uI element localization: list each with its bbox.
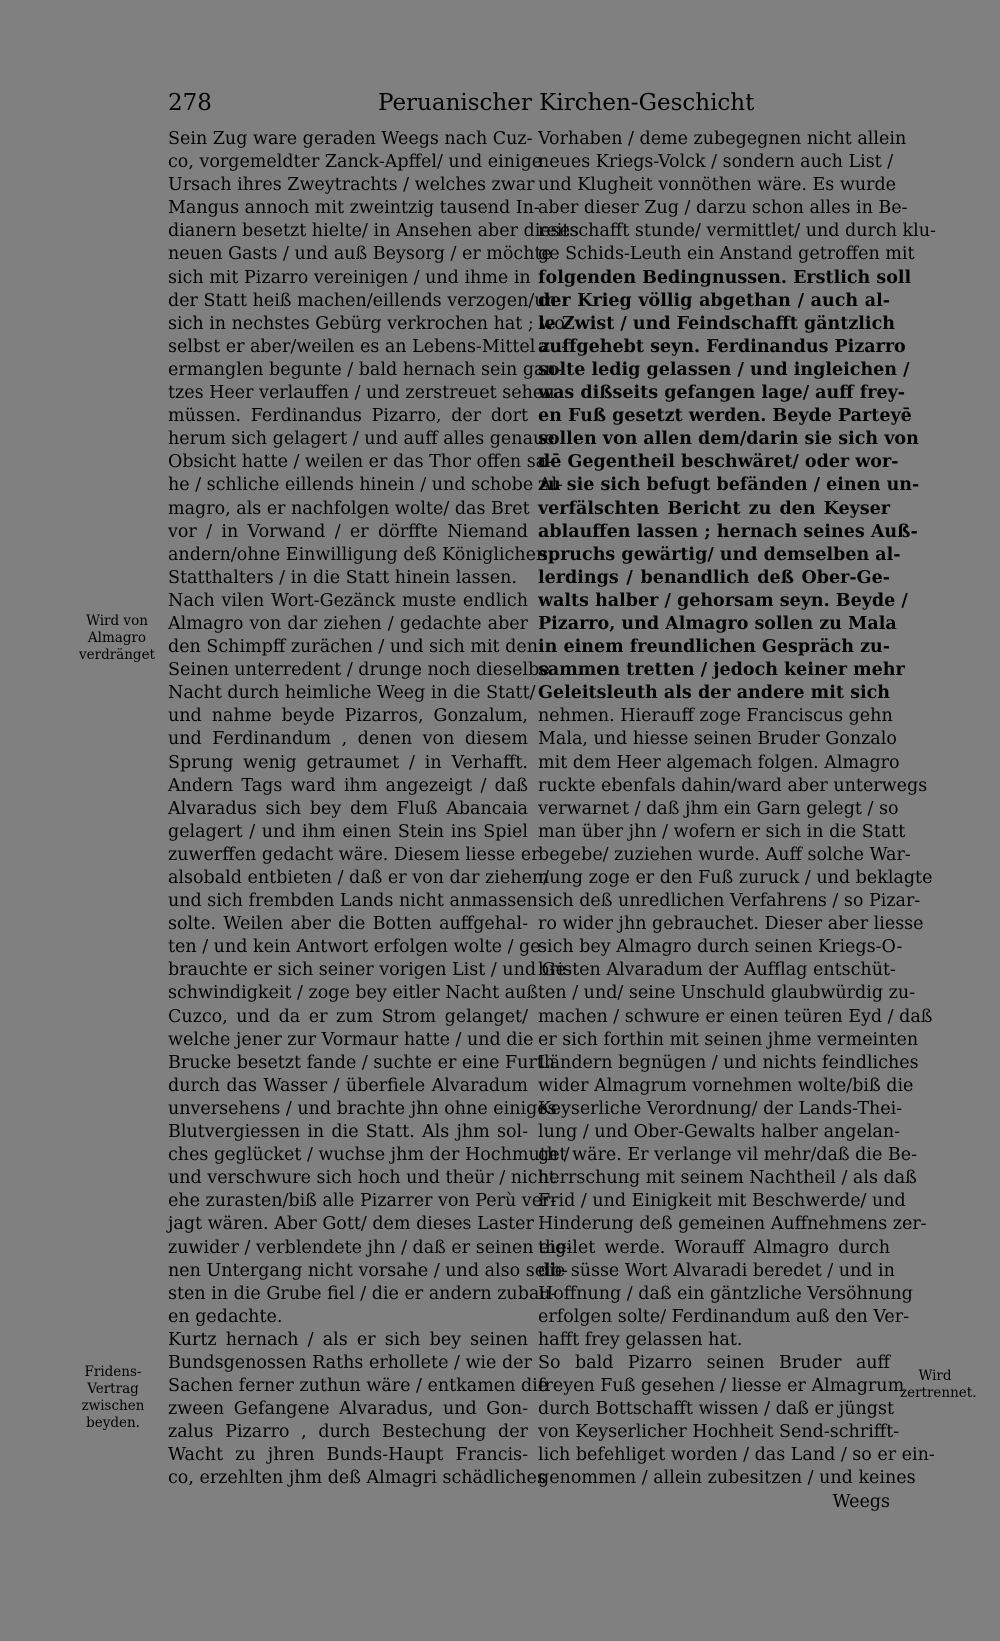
text-line: neuen Gasts / und auß Beysorg / er möchte [168, 244, 552, 265]
text-line: den Schimpff zurächen / und sich mit den [168, 637, 538, 658]
text-line: Keyserliche Verordnung/ der Lands-Thei- [538, 1098, 903, 1119]
text-line: wider Almagrum vornehmen wolte/biß die [538, 1075, 914, 1096]
page-header [0, 90, 1000, 126]
text-line: gelagert / und ihm einen Stein ins Spiel [168, 821, 528, 842]
text-line: Andern Tags ward ihm angezeigt / daß [168, 775, 528, 796]
text-line: Nach vilen Wort-Gezänck muste endlich [168, 590, 528, 611]
text-line: ablauffen lassen ; hernach seines Auß- [538, 521, 918, 542]
text-line: ten / und/ seine Unschuld glaubwürdig zu- [538, 983, 916, 1004]
text-line: Ursach ihres Zweytrachts / welches zwar [168, 175, 535, 196]
text-line: zuwider / verblendete jhn / daß er seinen eig- [168, 1237, 573, 1258]
text-line: unversehens / und brachte jhn ohne einiges [168, 1098, 557, 1119]
text-line: Blutvergiessen in die Statt. Als jhm sol- [168, 1122, 528, 1143]
text-line: magro, als er nachfolgen wolte/ das Bret [168, 498, 530, 519]
text-line: co, erzehlten jhm deß Almagri schädliches [168, 1468, 546, 1489]
text-line: hafft frey gelassen hat. [538, 1329, 743, 1350]
text-line: ro wider jhn gebrauchet. Dieser aber liesse [538, 914, 924, 935]
text-line: alsobald entbieten / daß er von dar ziehen/ [168, 868, 550, 888]
text-line: theilet werde. Worauff Almagro durch [538, 1237, 890, 1258]
text-line: andern/ohne Einwilligung deß Königlichen [168, 544, 548, 565]
text-line: was dißseits gefangen lage/ auff frey- [538, 383, 906, 404]
text-line: Ländern begnügen / und nichts feindliches [538, 1052, 919, 1073]
text-line: nung zoge er den Fuß zuruck / und beklagte [538, 868, 933, 888]
text-line: ruckte ebenfals dahin/ward aber unterwegs [538, 775, 928, 796]
text-line: schwindigkeit / zoge bey eitler Nacht auß [168, 983, 539, 1004]
text-line: und nahme beyde Pizarros, Gonzalum, [168, 706, 528, 727]
text-line: Geleitsleuth als der andere mit sich [538, 683, 890, 704]
text-line: sollen von allen dem/darin sie sich von [538, 429, 919, 450]
margin-note: Fridens-Vertrag zwischen beyden. [81, 1364, 145, 1431]
text-line: Sachen ferner zuthun wäre / entkamen die [168, 1376, 549, 1397]
text-line: spruchs gewärtig/ und demselben al- [538, 544, 901, 565]
text-line: reitschafft stunde/ vermittlet/ und durch klu- [538, 221, 936, 242]
text-line: und Ferdinandum , denen von diesem [168, 729, 528, 750]
text-line: durch das Wasser / überfiele Alvaradum [168, 1075, 528, 1096]
text-line: selbst er aber/weilen es an Lebens-Mittel zu- [168, 336, 568, 357]
text-line: dianern besetzt hielte/ in Ansehen aber dieses [168, 221, 580, 242]
text-line: die süsse Wort Alvaradi beredet / und in [538, 1260, 895, 1281]
text-line: brauchte er sich seiner vorigen List / und Ge- [168, 960, 572, 981]
text-line: auffgehebt seyn. Ferdinandus Pizarro [538, 336, 906, 357]
text-line: freyen Fuß gesehen / liesse er Almagrum [538, 1376, 905, 1397]
text-line: Alvaradus sich bey dem Fluß Abancaia [168, 798, 528, 819]
page-number: 278 [168, 90, 212, 116]
text-line: Seinen unterredent / drunge noch dieselbe [168, 660, 550, 681]
text-line: Mangus annoch mit zweintzig tausend In- [168, 198, 540, 219]
text-line: erfolgen solte/ Ferdinandum auß den Ver- [538, 1306, 910, 1327]
text-line: nen Untergang nicht vorsahe / und also selb- [168, 1260, 568, 1281]
margin-note: Wird zertrennet. [900, 1368, 977, 1401]
text-line: sich mit Pizarro vereinigen / und ihme in [168, 267, 531, 288]
text-line: durch Bottschafft wissen / daß er jüngst [538, 1399, 894, 1420]
text-line: vor / in Vorwand / er dörffte Niemand [168, 521, 528, 542]
text-line: co, vorgemeldter Zanck-Apffel/ und einige [168, 152, 543, 173]
text-line: aber dieser Zug / darzu schon alles in Be- [538, 198, 908, 219]
text-line: le Zwist / und Feindschafft gäntzlich [538, 313, 895, 334]
right-text-column [538, 128, 936, 1514]
text-line: en gedachte. [168, 1306, 283, 1327]
text-line: solte ledig gelassen / und ingleichen / [538, 359, 910, 380]
text-line: der Statt heiß machen/eillends verzogen/un [168, 290, 557, 311]
text-line: ge Schids-Leuth ein Anstand getroffen mit [538, 244, 915, 265]
text-line: sich deß unredlichen Verfahrens / so Pizar- [538, 891, 921, 912]
text-line: get wäre. Er verlange vil mehr/daß die Be- [538, 1145, 918, 1166]
text-line: Bundsgenossen Raths erhollete / wie der [168, 1352, 532, 1373]
text-line: he / schliche eillends hinein / und schobe Al- [168, 475, 563, 496]
text-line: Pizarro, und Almagro sollen zu Mala [538, 613, 897, 634]
text-line: machen / schwure er einen teüren Eyd / daß [538, 1006, 933, 1027]
text-line: lerdings / benandlich deß Ober-Ge- [538, 567, 890, 588]
text-line: und verschwure sich hoch und theür / nicht [168, 1168, 556, 1189]
text-line: jagt wären. Aber Gott/ dem dieses Laster [168, 1214, 534, 1235]
text-line: in einem freundlichen Gespräch zu- [538, 637, 891, 658]
text-line: herum sich gelagert / und auff alles genaue [168, 429, 555, 450]
margin-note: Wird von Almagro verdränget [79, 613, 155, 663]
text-line: mit dem Heer algemach folgen. Almagro [538, 752, 900, 773]
text-line: zuwerffen gedacht wäre. Diesem liesse er [168, 844, 540, 865]
text-line: Almagro von dar ziehen / gedachte aber [168, 613, 528, 634]
text-line: So bald Pizarro seinen Bruder auff [538, 1352, 890, 1373]
text-line: welche jener zur Vormaur hatte / und die [168, 1029, 534, 1050]
left-text-column [168, 128, 580, 1491]
text-line: genommen / allein zubesitzen / und keines [538, 1468, 916, 1489]
text-line: Statthalters / in die Statt hinein lassen. [168, 567, 517, 588]
text-line: von Keyserlicher Hochheit Send-schrifft- [538, 1422, 900, 1443]
text-line: verwarnet / daß jhm ein Garn gelegt / so [538, 798, 899, 819]
text-line: nehmen. Hierauff zoge Franciscus gehn [538, 706, 893, 727]
text-line: ches geglücket / wuchse jhm der Hochmuth / [168, 1145, 570, 1166]
running-title: Peruanischer Kirchen-Geschicht [378, 90, 755, 116]
text-line: lung / und Ober-Gewalts halber angelan- [538, 1122, 901, 1143]
text-line: man über jhn / wofern er sich in die Statt [538, 821, 906, 842]
text-line: begebe/ zuziehen wurde. Auff solche War- [538, 844, 911, 865]
text-line: zalus Pizarro , durch Bestechung der [168, 1422, 528, 1443]
text-line: lich befehliget worden / das Land / so er ein- [538, 1445, 935, 1466]
text-line: müssen. Ferdinandus Pizarro, der dort [168, 406, 528, 427]
text-line: zu sie sich befugt befänden / einen un- [538, 475, 920, 496]
text-line: und Klugheit vonnöthen wäre. Es wurde [538, 175, 897, 196]
text-line: sich bey Almagro durch seinen Kriegs-O- [538, 937, 903, 958]
text-line: tzes Heer verlauffen / und zerstreuet sehen [168, 383, 555, 404]
text-line: neues Kriegs-Volck / sondern auch List / [538, 152, 894, 173]
text-line: dē Gegentheil beschwäret/ oder wor- [538, 452, 899, 473]
text-line: Cuzco, und da er zum Strom gelanget/ [168, 1006, 528, 1027]
text-line: sammen tretten / jedoch keiner mehr [538, 660, 905, 681]
text-line: Hoffnung / daß ein gäntzliche Versöhnung [538, 1283, 913, 1304]
text-line: bristen Alvaradum der Aufflag entschüt- [538, 960, 896, 981]
text-line: verfälschten Bericht zu den Keyser [538, 498, 890, 519]
text-line: Frid / und Einigkeit mit Beschwerde/ und [538, 1191, 906, 1212]
text-line: Wacht zu jhren Bunds-Haupt Francis- [168, 1445, 528, 1466]
text-line: herrschung mit seinem Nachtheil / als daß [538, 1168, 917, 1189]
text-line: Hinderung deß gemeinen Auffnehmens zer- [538, 1214, 927, 1235]
text-line: sich in nechstes Gebürg verkrochen hat ; wo- [168, 313, 571, 334]
text-line: Vorhaben / deme zubegegnen nicht allein [538, 129, 907, 149]
text-line: zween Gefangene Alvaradus, und Gon- [168, 1399, 528, 1420]
text-line: und sich frembden Lands nicht anmassen [168, 891, 538, 912]
text-line: Obsicht hatte / weilen er das Thor offen sa- [168, 452, 553, 473]
text-line: solte. Weilen aber die Botten auffgehal- [168, 914, 528, 935]
text-line: der Krieg völlig abgethan / auch al- [538, 290, 890, 311]
text-line: walts halber / gehorsam seyn. Beyde / [538, 590, 908, 611]
text-line: en Fuß gesetzt werden. Beyde Parteyē [538, 406, 912, 427]
text-line: Weegs [832, 1491, 890, 1512]
text-line: er sich forthin mit seinen jhme vermeinten [538, 1029, 919, 1050]
text-line: Sein Zug ware geraden Weegs nach Cuz- [168, 129, 533, 149]
text-line: ten / und kein Antwort erfolgen wolte / ge- [168, 937, 547, 958]
text-line: Kurtz hernach / als er sich bey seinen [168, 1329, 528, 1350]
text-line: Brucke besetzt fande / suchte er eine Furth [168, 1052, 556, 1073]
text-line: ermanglen begunte / bald hernach sein gan- [168, 359, 562, 380]
text-line: sten in die Grube fiel / die er andern zubau- [168, 1283, 557, 1304]
text-line: folgenden Bedingnussen. Erstlich soll [538, 267, 912, 288]
text-line: Mala, und hiesse seinen Bruder Gonzalo [538, 729, 897, 750]
text-line: Nacht durch heimliche Weeg in die Statt/ [168, 683, 536, 704]
text-line: Sprung wenig getraumet / in Verhafft. [168, 752, 528, 773]
text-line: ehe zurasten/biß alle Pizarrer von Perù ver- [168, 1191, 557, 1212]
